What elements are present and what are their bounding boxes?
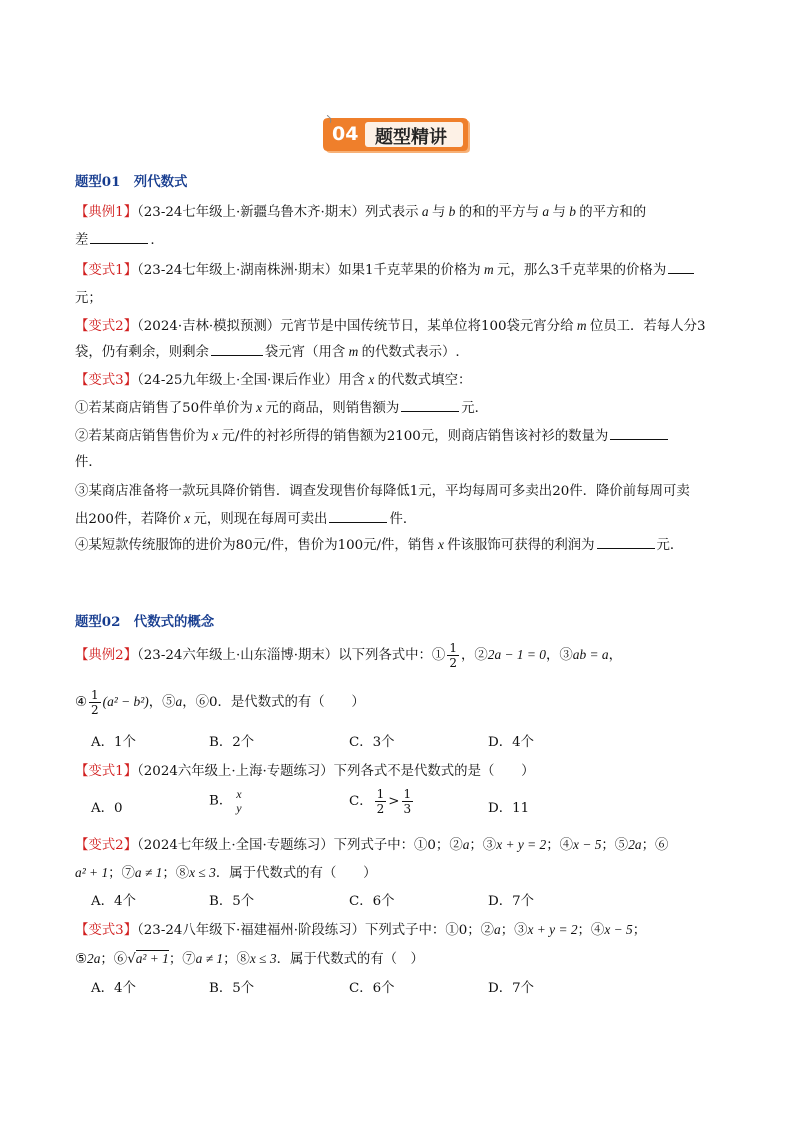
answer-blank[interactable] bbox=[211, 354, 263, 356]
option-c[interactable] bbox=[349, 788, 415, 815]
question-text: ．属于代数式的有（ ） bbox=[276, 952, 424, 967]
question-tag: 【典例2】 bbox=[75, 648, 138, 663]
question-line: 元； bbox=[75, 291, 102, 306]
question-text: 的代数式填空： bbox=[377, 373, 472, 388]
var-m: m bbox=[573, 318, 590, 333]
expression: ab = a bbox=[572, 647, 609, 662]
var-x: x bbox=[180, 511, 194, 526]
fraction bbox=[447, 642, 459, 669]
option-c[interactable]: C．6个 bbox=[349, 981, 395, 996]
question-text: 与 bbox=[552, 205, 566, 220]
denominator: 2 bbox=[91, 703, 99, 717]
question-text: ①若某商店销售了50件单价为 bbox=[75, 401, 253, 416]
question-text: （24-25九年级上·全国·课后作业）用含 bbox=[137, 373, 365, 388]
option-label: B． bbox=[209, 793, 233, 809]
expression: a bbox=[494, 922, 501, 937]
expression: 2a − 1 = 0 bbox=[487, 647, 546, 662]
section-banner bbox=[323, 115, 473, 155]
question-tag: 【变式1】 bbox=[75, 263, 138, 278]
option-d[interactable]: D．7个 bbox=[488, 981, 535, 996]
question-variant-3 bbox=[75, 919, 646, 938]
question-text: ；⑦ bbox=[108, 866, 135, 881]
expression: 2a bbox=[87, 951, 101, 966]
var-a: a bbox=[539, 204, 553, 219]
question-line: 件． bbox=[75, 455, 102, 470]
question-variant-2 bbox=[75, 834, 668, 853]
question-variant-1 bbox=[75, 760, 535, 779]
answer-blank[interactable] bbox=[329, 521, 387, 523]
option-b[interactable]: B．2个 bbox=[209, 735, 255, 750]
question-text: ， bbox=[608, 648, 622, 663]
option-a[interactable]: A．4个 bbox=[91, 981, 136, 996]
question-text: ，② bbox=[460, 648, 488, 663]
expression: a ≠ 1 bbox=[134, 865, 163, 880]
expression: a bbox=[175, 694, 183, 709]
option-b[interactable] bbox=[209, 788, 246, 814]
question-example-2 bbox=[75, 642, 622, 669]
expression: (a² − b²) bbox=[102, 694, 149, 709]
var-x: x bbox=[252, 400, 266, 415]
question-example-1 bbox=[75, 201, 646, 220]
option-a[interactable]: A．4个 bbox=[91, 894, 136, 909]
question-tag: 【变式2】 bbox=[75, 319, 138, 334]
expression: x ≤ 3 bbox=[249, 951, 277, 966]
question-tag: 【变式2】 bbox=[75, 838, 138, 853]
question-text: （2024七年级上·全国·专题练习）下列式子中：①0；② bbox=[137, 838, 463, 853]
expression: x + y = 2 bbox=[527, 922, 578, 937]
var-b: b bbox=[445, 204, 459, 219]
numerator: x bbox=[236, 787, 242, 801]
question-text: 的和的平方与 bbox=[458, 205, 540, 220]
sub-question-4 bbox=[75, 534, 683, 553]
denominator: 2 bbox=[449, 656, 457, 670]
var-x: x bbox=[434, 537, 448, 552]
question-text: ⑤ bbox=[75, 952, 88, 967]
question-text: （23-24六年级上·山东淄博·期末）以下列各式中：① bbox=[137, 648, 446, 663]
option-d[interactable]: D．4个 bbox=[488, 735, 535, 750]
answer-blank[interactable] bbox=[610, 438, 668, 440]
question-text: 的代数式表示）. bbox=[361, 345, 460, 360]
numerator: 1 bbox=[376, 787, 385, 801]
question-text: ；⑦ bbox=[168, 952, 196, 967]
question-tag: 【典例1】 bbox=[75, 205, 138, 220]
expression: 2a bbox=[628, 837, 642, 852]
option-c[interactable]: C．3个 bbox=[349, 735, 395, 750]
answer-blank[interactable] bbox=[401, 410, 459, 412]
option-a[interactable]: A．0 bbox=[91, 801, 123, 816]
question-text: （23-24七年级上·新疆乌鲁木齐·期末）列式表示 bbox=[137, 205, 419, 220]
question-text: 位员工．若每人分3 bbox=[589, 319, 706, 334]
expression: a bbox=[462, 837, 470, 852]
option-d[interactable]: D．7个 bbox=[488, 894, 535, 909]
question-text: . bbox=[150, 233, 155, 248]
question-text: 元，则现在每周可卖出 bbox=[193, 512, 328, 527]
question-line bbox=[75, 689, 365, 716]
question-text: ；⑧ bbox=[223, 952, 250, 967]
question-text: ，⑥0．是代数式的有（ ） bbox=[182, 695, 365, 710]
option-c[interactable]: C．6个 bbox=[349, 894, 395, 909]
question-text: 与 bbox=[431, 205, 446, 220]
question-text: 袋，仍有剩余，则剩余 bbox=[75, 345, 209, 360]
option-d[interactable]: D．11 bbox=[488, 801, 530, 816]
option-b[interactable]: B．5个 bbox=[209, 894, 255, 909]
expression: x + y = 2 bbox=[496, 837, 547, 852]
question-text: 元/件的衬衫所得的销售额为2100元，则商店销售该衬衫的数量为 bbox=[221, 429, 609, 444]
var-a: a bbox=[418, 204, 432, 219]
question-text: 元的商品，则销售额为 bbox=[265, 401, 400, 416]
question-text: 元． bbox=[461, 401, 489, 416]
section-heading: 题型01 列代数式 bbox=[75, 174, 188, 190]
sub-question-3: ③某商店准备将一款玩具降价销售．调查发现售价每降低1元，平均每周可多卖出20件．降价前每周可卖 bbox=[75, 484, 690, 499]
denominator: 3 bbox=[403, 802, 412, 816]
sub-question-2 bbox=[75, 425, 670, 444]
question-tag: 【变式3】 bbox=[75, 923, 138, 938]
question-text: ，⑤ bbox=[148, 695, 176, 710]
numerator: 1 bbox=[449, 641, 457, 655]
question-variant-2 bbox=[75, 315, 706, 334]
fraction bbox=[234, 788, 243, 814]
question-tag: 【变式1】 bbox=[75, 764, 138, 779]
banner-title: 题型精讲 bbox=[375, 127, 447, 148]
question-text: ；⑥ bbox=[100, 952, 128, 967]
denominator: 2 bbox=[376, 802, 385, 816]
question-text: ；④ bbox=[577, 923, 605, 938]
option-a[interactable]: A．1个 bbox=[91, 735, 136, 750]
question-text: 差 bbox=[75, 233, 89, 248]
denominator: y bbox=[236, 801, 242, 815]
question-text: 的平方和的 bbox=[579, 205, 647, 220]
sub-question-1 bbox=[75, 397, 488, 416]
var-m: m bbox=[480, 262, 497, 277]
question-text: 件该服饰可获得的利润为 bbox=[447, 538, 595, 553]
question-text: ．属于代数式的有（ ） bbox=[215, 866, 377, 881]
var-x: x bbox=[364, 372, 378, 387]
option-label: C． bbox=[349, 794, 373, 809]
fraction bbox=[402, 788, 414, 815]
question-line bbox=[75, 229, 155, 248]
numerator: 1 bbox=[91, 688, 99, 702]
operator: > bbox=[388, 794, 400, 809]
question-text: ；④ bbox=[546, 838, 574, 853]
numerator: 1 bbox=[403, 787, 412, 801]
fraction bbox=[375, 788, 387, 815]
question-text: 件． bbox=[389, 512, 417, 527]
banner-number: 04 bbox=[332, 123, 359, 145]
expression: x − 5 bbox=[604, 922, 633, 937]
answer-blank[interactable] bbox=[668, 272, 694, 274]
answer-blank[interactable] bbox=[90, 242, 148, 244]
question-variant-3 bbox=[75, 369, 471, 388]
question-line bbox=[75, 862, 377, 881]
answer-blank[interactable] bbox=[597, 547, 655, 549]
question-text: ； bbox=[632, 923, 647, 938]
question-text: （2024六年级上·上海·专题练习）下列各式不是代数式的是（ ） bbox=[137, 764, 535, 779]
question-text: （23-24八年级下·福建福州·阶段练习）下列式子中：①0；② bbox=[137, 923, 495, 938]
question-text: （2024·吉林·模拟预测）元宵节是中国传统节日，某单位将100袋元宵分给 bbox=[137, 319, 574, 334]
expression: a² + 1 bbox=[135, 951, 169, 966]
question-text: （23-24七年级上·湖南株洲·期末）如果1千克苹果的价格为 bbox=[137, 263, 481, 278]
expression: a ≠ 1 bbox=[195, 951, 224, 966]
question-text: ④某短款传统服饰的进价为80元/件，售价为100元/件，销售 bbox=[75, 538, 435, 553]
question-line bbox=[75, 508, 416, 527]
question-text: ；⑤ bbox=[601, 838, 629, 853]
question-text: ；③ bbox=[500, 923, 528, 938]
question-line bbox=[75, 341, 460, 360]
question-line bbox=[75, 948, 424, 967]
question-text: 元，那么3千克苹果的价格为 bbox=[497, 263, 667, 278]
sqrt-symbol: √ bbox=[127, 952, 136, 967]
var-x: x bbox=[208, 428, 222, 443]
question-text: ；⑥ bbox=[641, 838, 669, 853]
question-text: 元． bbox=[656, 538, 684, 553]
question-text: ④ bbox=[75, 695, 88, 710]
question-text: ；③ bbox=[469, 838, 497, 853]
question-text: 袋元宵（用含 bbox=[264, 345, 346, 360]
option-b[interactable]: B．5个 bbox=[209, 981, 255, 996]
question-variant-1 bbox=[75, 259, 696, 278]
var-b: b bbox=[565, 204, 580, 219]
question-text: ；⑧ bbox=[162, 866, 190, 881]
question-text: ，③ bbox=[546, 648, 573, 663]
expression: x ≤ 3 bbox=[189, 865, 216, 880]
question-text: 出200件，若降价 bbox=[75, 512, 181, 527]
question-tag: 【变式3】 bbox=[75, 373, 138, 388]
var-m: m bbox=[345, 344, 362, 359]
section-heading: 题型02 代数式的概念 bbox=[75, 614, 215, 630]
expression: a² + 1 bbox=[75, 865, 109, 880]
fraction bbox=[89, 689, 101, 716]
question-text: ②若某商店销售售价为 bbox=[75, 429, 209, 444]
expression: x − 5 bbox=[573, 837, 602, 852]
